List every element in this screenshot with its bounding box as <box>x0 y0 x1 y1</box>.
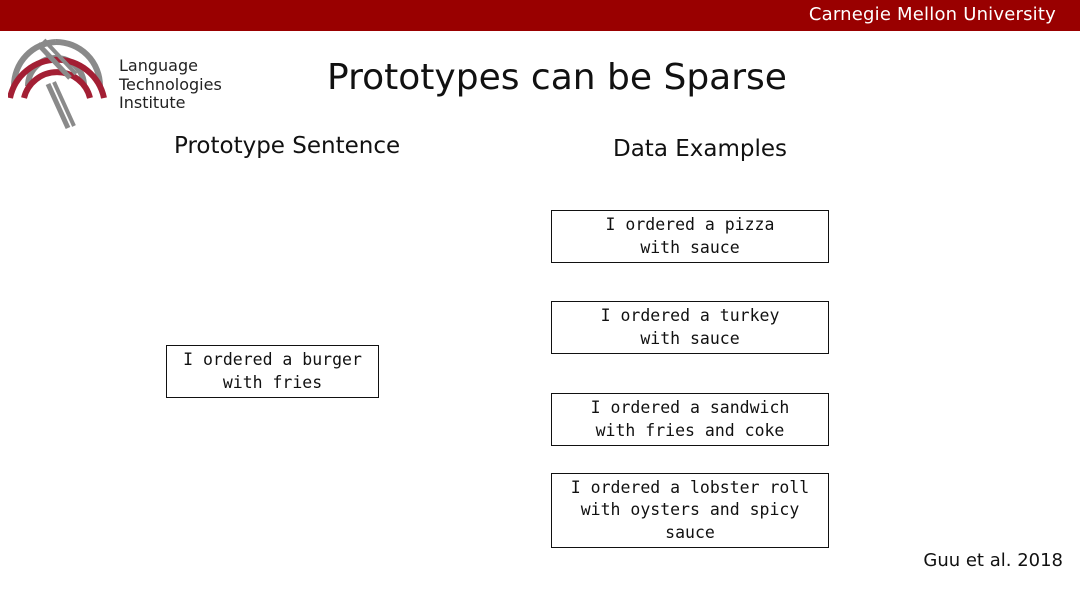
data-example-box: I ordered a lobster roll with oysters and spicy sauce <box>551 473 829 548</box>
slide-title: Prototypes can be Sparse <box>327 57 787 98</box>
university-name: Carnegie Mellon University <box>808 4 1056 25</box>
institute-line: Language <box>119 56 198 75</box>
data-example-box: I ordered a pizza with sauce <box>551 210 829 263</box>
citation: Guu et al. 2018 <box>923 550 1063 571</box>
prototype-heading: Prototype Sentence <box>174 133 401 159</box>
institute-line: Institute <box>119 93 186 112</box>
data-example-box: I ordered a turkey with sauce <box>551 301 829 354</box>
header-bar <box>0 0 1080 31</box>
data-example-box: I ordered a sandwich with fries and coke <box>551 393 829 446</box>
examples-heading: Data Examples <box>613 136 787 162</box>
prototype-sentence-box: I ordered a burger with fries <box>166 345 379 398</box>
institute-line: Technologies <box>119 74 222 94</box>
